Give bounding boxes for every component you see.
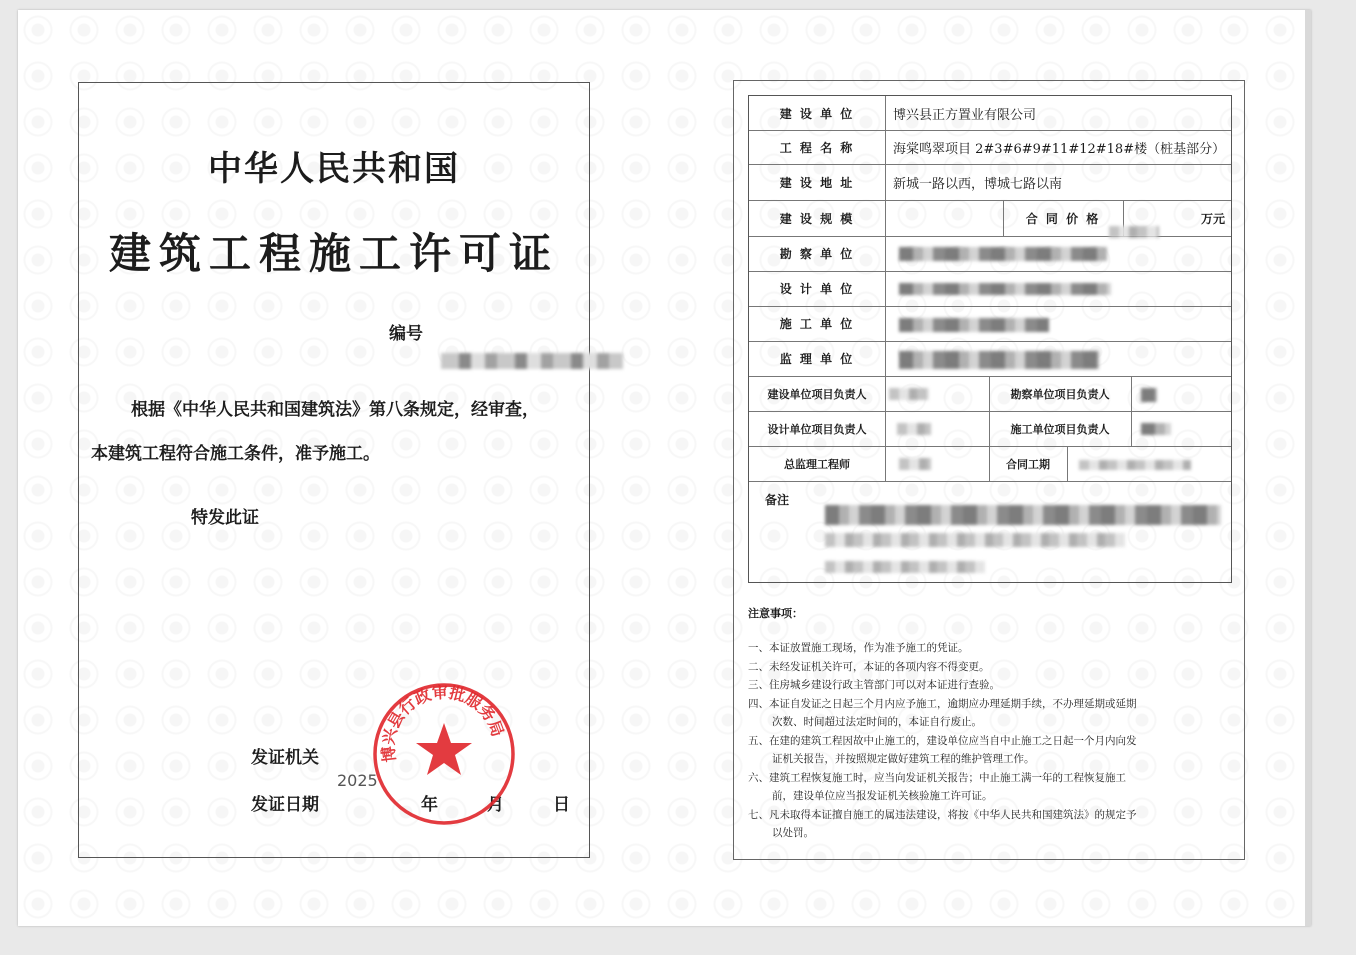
seal-text: 博兴县行政审批服务局 bbox=[378, 682, 508, 764]
chief-supervisor-redacted bbox=[899, 458, 931, 470]
note-item: 二、未经发证机关许可，本证的各项内容不得变更。 bbox=[748, 660, 990, 673]
remarks-redacted-line2 bbox=[825, 533, 1125, 547]
construction-unit-label: 建 设 单 位 bbox=[749, 96, 886, 130]
info-table bbox=[748, 95, 1232, 583]
legal-basis-line1: 根据《中华人民共和国建筑法》第八条规定，经审查， bbox=[131, 400, 539, 420]
design-pm-redacted bbox=[897, 423, 931, 435]
table-row bbox=[749, 236, 1231, 272]
remarks-label: 备注 bbox=[765, 493, 790, 507]
table-row bbox=[749, 271, 1231, 307]
page-edge-shadow bbox=[1305, 10, 1311, 926]
table-row bbox=[749, 446, 1231, 482]
survey-unit-redacted bbox=[899, 247, 1107, 261]
legal-basis-line2: 本建筑工程符合施工条件，准予施工。 bbox=[91, 444, 380, 464]
owner-pm-redacted bbox=[889, 388, 929, 400]
official-seal-stamp bbox=[369, 679, 519, 829]
note-item: 一、本证放置施工现场，作为准予施工的凭证。 bbox=[748, 642, 969, 654]
project-name-label: 工 程 名 称 bbox=[749, 130, 886, 164]
builder-pm-redacted bbox=[1141, 423, 1171, 435]
year-unit: 年 bbox=[421, 795, 438, 815]
issue-year: 2025 bbox=[337, 771, 378, 790]
chief-supervisor-label: 总监理工程师 bbox=[749, 446, 886, 481]
table-row bbox=[749, 481, 1231, 584]
survey-pm-redacted bbox=[1141, 388, 1157, 402]
construction-unit-value: 博兴县正方置业有限公司 bbox=[893, 107, 1037, 123]
note-item: 五、在建的建筑工程因故中止施工的，建设单位应当自中止施工之日起一个月内向发 bbox=[748, 734, 1137, 747]
table-row bbox=[749, 164, 1231, 201]
note-item: 次数、时间超过法定时间的，本证自行废止。 bbox=[772, 716, 982, 728]
number-value-redacted bbox=[441, 353, 623, 369]
builder-unit-redacted bbox=[899, 318, 1049, 332]
owner-pm-label: 建设单位项目负责人 bbox=[749, 376, 886, 411]
note-item: 前，建设单位应当报发证机关核验施工许可证。 bbox=[772, 790, 993, 802]
country-title: 中华人民共和国 bbox=[208, 149, 460, 189]
contract-price-unit: 万元 bbox=[1200, 211, 1225, 226]
issuer-label: 发证机关 bbox=[251, 748, 319, 768]
day-unit: 日 bbox=[553, 795, 570, 815]
note-item: 证机关报告，并按照规定做好建筑工程的维护管理工作。 bbox=[772, 753, 1035, 765]
note-item: 四、本证自发证之日起三个月内应予施工，逾期应办理延期手续，不办理延期或延期 bbox=[748, 697, 1137, 710]
project-name-value: 海棠鸣翠项目 2#3#6#9#11#12#18#楼（桩基部分） bbox=[893, 141, 1226, 157]
notes-list bbox=[748, 639, 1234, 843]
certificate-front-page bbox=[78, 82, 590, 858]
address-value: 新城一路以西，博城七路以南 bbox=[893, 176, 1063, 192]
survey-unit-label: 勘 察 单 位 bbox=[749, 236, 886, 271]
notes-title: 注意事项： bbox=[748, 607, 803, 620]
address-label: 建 设 地 址 bbox=[749, 164, 886, 200]
remarks-redacted-line3 bbox=[825, 561, 985, 573]
contract-price-label: 合 同 价 格 bbox=[1003, 200, 1124, 236]
design-pm-label: 设计单位项目负责人 bbox=[749, 411, 886, 446]
seal-star-icon bbox=[416, 723, 472, 775]
certificate-title: 建筑工程施工许可证 bbox=[108, 229, 559, 278]
scale-label: 建 设 规 模 bbox=[749, 200, 886, 236]
contract-period-label: 合同工期 bbox=[989, 446, 1068, 481]
note-item: 以处罚。 bbox=[772, 827, 814, 839]
table-row bbox=[749, 130, 1231, 165]
builder-pm-label: 施工单位项目负责人 bbox=[989, 411, 1132, 446]
certificate-back-page bbox=[733, 80, 1245, 860]
table-row bbox=[749, 341, 1231, 377]
number-label: 编号 bbox=[389, 324, 423, 344]
table-row bbox=[749, 200, 1231, 237]
note-item: 三、住房城乡建设行政主管部门可以对本证进行查验。 bbox=[748, 679, 1000, 691]
contract-period-redacted bbox=[1079, 460, 1191, 470]
table-row bbox=[749, 96, 1231, 131]
table-row bbox=[749, 411, 1231, 447]
supervision-unit-label: 监 理 单 位 bbox=[749, 341, 886, 376]
issue-date-label: 发证日期 bbox=[251, 795, 319, 815]
supervision-unit-redacted bbox=[899, 351, 1099, 369]
table-row bbox=[749, 306, 1231, 342]
table-row bbox=[749, 376, 1231, 412]
design-unit-label: 设 计 单 位 bbox=[749, 271, 886, 306]
special-issue-text: 特发此证 bbox=[191, 508, 259, 528]
note-item: 六、建筑工程恢复施工时，应当向发证机关报告；中止施工满一年的工程恢复施工 bbox=[748, 771, 1126, 784]
design-unit-redacted bbox=[899, 283, 1111, 295]
builder-unit-label: 施 工 单 位 bbox=[749, 306, 886, 341]
remarks-redacted-line1 bbox=[825, 505, 1221, 525]
note-item: 七、凡未取得本证擅自施工的属违法建设，将按《中华人民共和国建筑法》的规定予 bbox=[748, 808, 1137, 821]
survey-pm-label: 勘察单位项目负责人 bbox=[989, 376, 1132, 411]
month-unit: 月 bbox=[487, 795, 504, 815]
